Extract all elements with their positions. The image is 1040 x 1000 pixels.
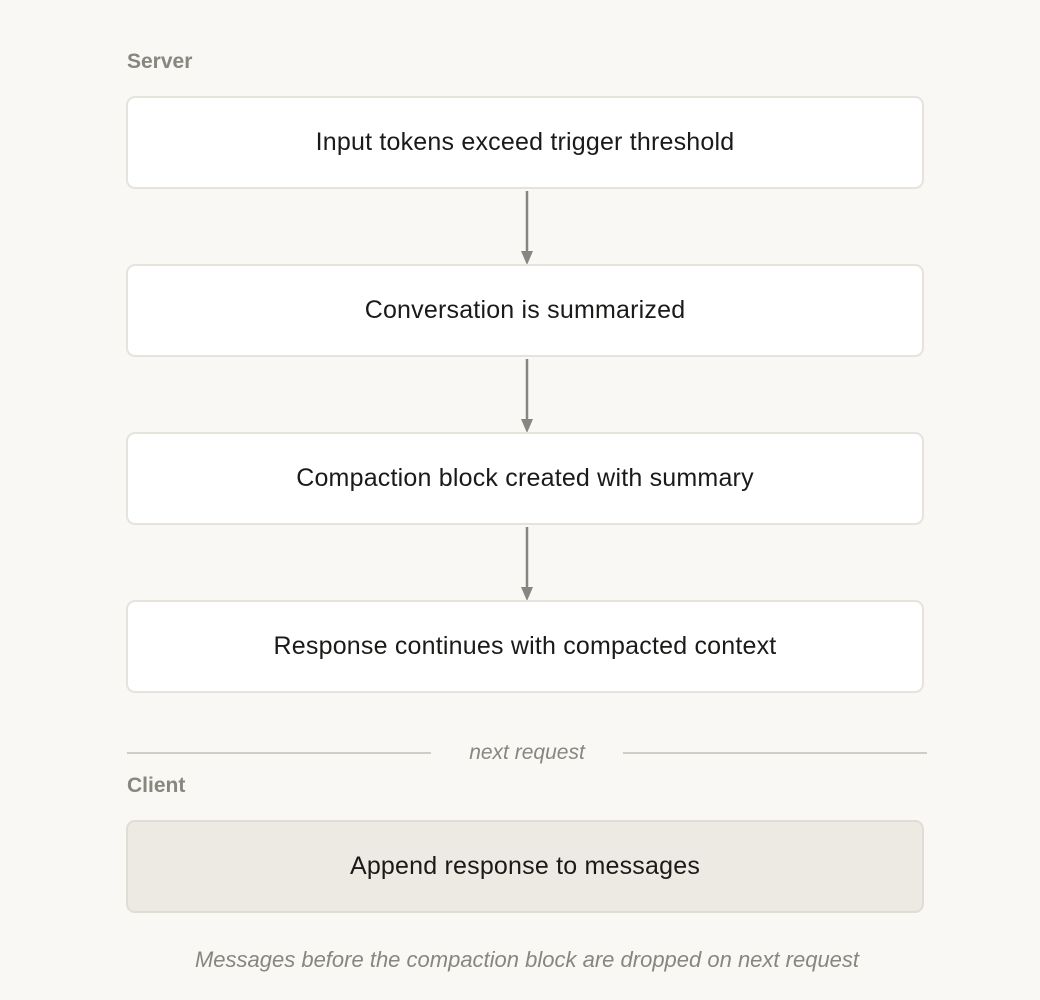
- server-step-label: Input tokens exceed trigger threshold: [315, 128, 735, 156]
- server-step-label: Response continues with compacted context: [273, 632, 777, 660]
- flow-arrow-icon: [515, 359, 539, 435]
- divider-line-right: [623, 752, 927, 754]
- next-request-divider-label: next request: [469, 741, 585, 764]
- server-section-label: Server: [127, 50, 193, 73]
- server-step-response-continues: [126, 600, 924, 693]
- flow-arrow-icon: [515, 191, 539, 267]
- server-step-label: Conversation is summarized: [364, 296, 686, 324]
- server-step-compaction-block: [126, 432, 924, 525]
- server-step-threshold: [126, 96, 924, 189]
- client-section-label: Client: [127, 774, 186, 797]
- divider-line-left: [127, 752, 431, 754]
- client-step-append: [126, 820, 924, 913]
- flow-arrow-icon: [515, 527, 539, 603]
- server-step-summarize: [126, 264, 924, 357]
- footnote: Messages before the compaction block are dropped on next request: [194, 947, 860, 972]
- server-step-label: Compaction block created with summary: [296, 464, 754, 492]
- client-step-label: Append response to messages: [349, 852, 701, 880]
